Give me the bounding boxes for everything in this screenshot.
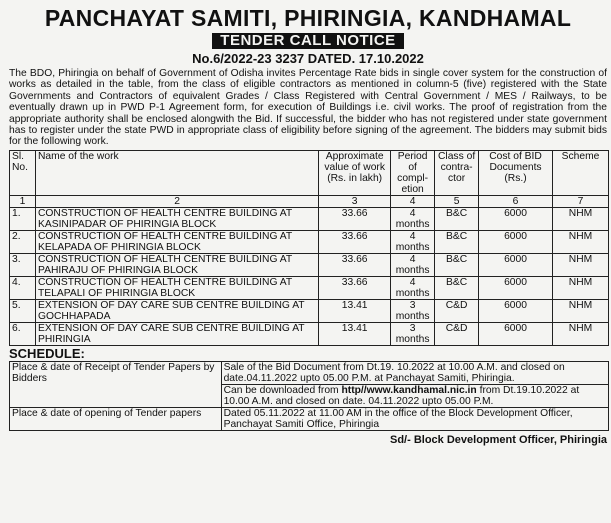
row-value: 33.66 xyxy=(319,276,391,299)
row-work-name: EXTENSION OF DAY CARE SUB CENTRE BUILDING AT GOCHHAPADA xyxy=(35,299,318,322)
header-cost: Cost of BID Documents (Rs.) xyxy=(479,150,553,195)
row-class: B&C xyxy=(435,253,479,276)
row-period: 3 months xyxy=(391,322,435,345)
schedule-table xyxy=(9,361,609,431)
receipt-download-prefix: Can be downloaded from xyxy=(223,384,342,396)
row-scheme: NHM xyxy=(553,230,609,253)
row-scheme: NHM xyxy=(553,299,609,322)
header-period: Period of compl-etion xyxy=(391,150,435,195)
row-cost: 6000 xyxy=(479,253,553,276)
col-number: 2 xyxy=(35,195,318,207)
header-sl: Sl. No. xyxy=(10,150,36,195)
col-number: 4 xyxy=(391,195,435,207)
header-value: Approximate value of work (Rs. in lakh) xyxy=(319,150,391,195)
signature-line: Sd/- Block Development Officer, Phiringia xyxy=(390,433,607,446)
table-header-row xyxy=(10,150,609,195)
row-period: 4 months xyxy=(391,207,435,230)
row-value: 13.41 xyxy=(319,299,391,322)
banner-wrap xyxy=(9,32,607,50)
row-period: 3 months xyxy=(391,299,435,322)
row-sl: 3. xyxy=(10,253,36,276)
receipt-label: Place & date of Receipt of Tender Papers by Bidders xyxy=(10,361,222,407)
row-cost: 6000 xyxy=(479,322,553,345)
col-number: 6 xyxy=(479,195,553,207)
tender-banner: TENDER CALL NOTICE xyxy=(212,33,403,49)
header-class: Class of contra-ctor xyxy=(435,150,479,195)
table-row xyxy=(10,299,609,322)
schedule-row xyxy=(10,361,609,384)
row-class: C&D xyxy=(435,299,479,322)
row-value: 13.41 xyxy=(319,322,391,345)
row-period: 4 months xyxy=(391,230,435,253)
row-scheme: NHM xyxy=(553,276,609,299)
row-period: 4 months xyxy=(391,276,435,299)
row-work-name: EXTENSION OF DAY CARE SUB CENTRE BUILDING AT PHIRINGIA xyxy=(35,322,318,345)
receipt-download-cell xyxy=(221,384,608,407)
download-link[interactable]: http//www.kandhamal.nic.in xyxy=(341,384,477,396)
receipt-sale-text: Sale of the Bid Document from Dt.19. 10.2022 at 10.00 A.M. and closed on date.04.11.2022 upto 05.00 P.M. at Panchayat Samiti, Phiringia. xyxy=(221,361,608,384)
row-class: B&C xyxy=(435,207,479,230)
column-number-row xyxy=(10,195,609,207)
row-sl: 6. xyxy=(10,322,36,345)
row-work-name: CONSTRUCTION OF HEALTH CENTRE BUILDING AT PAHIRAJU OF PHIRINGIA BLOCK xyxy=(35,253,318,276)
col-number: 1 xyxy=(10,195,36,207)
row-work-name: CONSTRUCTION OF HEALTH CENTRE BUILDING AT KELAPADA OF PHIRINGIA BLOCK xyxy=(35,230,318,253)
receipt-download-suffix: from Dt.19.10.2022 at 10.00 A.M. and closed on date. 04.11.2022 upto 05.00 P.M. xyxy=(223,384,580,407)
row-scheme: NHM xyxy=(553,322,609,345)
opening-label: Place & date of opening of Tender papers xyxy=(10,407,222,430)
schedule-row xyxy=(10,407,609,430)
row-scheme: NHM xyxy=(553,253,609,276)
row-scheme: NHM xyxy=(553,207,609,230)
works-table xyxy=(9,150,609,346)
header-work-name: Name of the work xyxy=(35,150,318,195)
row-work-name: CONSTRUCTION OF HEALTH CENTRE BUILDING AT TELAPALI OF PHIRINGIA BLOCK xyxy=(35,276,318,299)
row-class: B&C xyxy=(435,276,479,299)
table-row xyxy=(10,207,609,230)
table-row xyxy=(10,230,609,253)
row-sl: 1. xyxy=(10,207,36,230)
row-period: 4 months xyxy=(391,253,435,276)
office-title: PANCHAYAT SAMITI, PHIRINGIA, KANDHAMAL xyxy=(44,5,572,31)
col-number: 3 xyxy=(319,195,391,207)
row-class: B&C xyxy=(435,230,479,253)
table-row xyxy=(10,253,609,276)
intro-paragraph: The BDO, Phiringia on behalf of Government of Odisha invites Percentage Rate bids in single cover system for the construction of works as detailed in the table, from the class of eligible contractors as mentioned in column-5 (five) registered with the State Governments and Contractors of equivalent Grades / Class Registered with Central Government / MES / Railways, to be eventually drawn up in PWD P-1 Agreement form, for execution of Buildings i.e. civil works. The proof of registration from the appropriate authority shall be enclosed alongwith the Bid. If successful, the bidder who has not registered under state government has to register under the state PWD in appropriate class of eligibility before signing of the agreement. The bidders may submit bids for the following work. xyxy=(9,68,607,148)
table-row xyxy=(10,322,609,345)
row-cost: 6000 xyxy=(479,299,553,322)
col-number: 7 xyxy=(553,195,609,207)
header-scheme: Scheme xyxy=(553,150,609,195)
notice-number: No.6/2022-23 3237 DATED. 17.10.2022 xyxy=(192,51,424,66)
row-value: 33.66 xyxy=(319,230,391,253)
row-value: 33.66 xyxy=(319,207,391,230)
schedule-heading: SCHEDULE: xyxy=(9,345,85,361)
row-sl: 4. xyxy=(10,276,36,299)
table-row xyxy=(10,276,609,299)
row-sl: 5. xyxy=(10,299,36,322)
row-sl: 2. xyxy=(10,230,36,253)
col-number: 5 xyxy=(435,195,479,207)
row-cost: 6000 xyxy=(479,276,553,299)
row-cost: 6000 xyxy=(479,230,553,253)
row-class: C&D xyxy=(435,322,479,345)
row-cost: 6000 xyxy=(479,207,553,230)
row-work-name: CONSTRUCTION OF HEALTH CENTRE BUILDING AT KASINIPADAR OF PHIRINGIA BLOCK xyxy=(35,207,318,230)
row-value: 33.66 xyxy=(319,253,391,276)
opening-text: Dated 05.11.2022 at 11.00 AM in the office of the Block Development Officer, Panchayat Samiti Office, Phiringia xyxy=(221,407,608,430)
